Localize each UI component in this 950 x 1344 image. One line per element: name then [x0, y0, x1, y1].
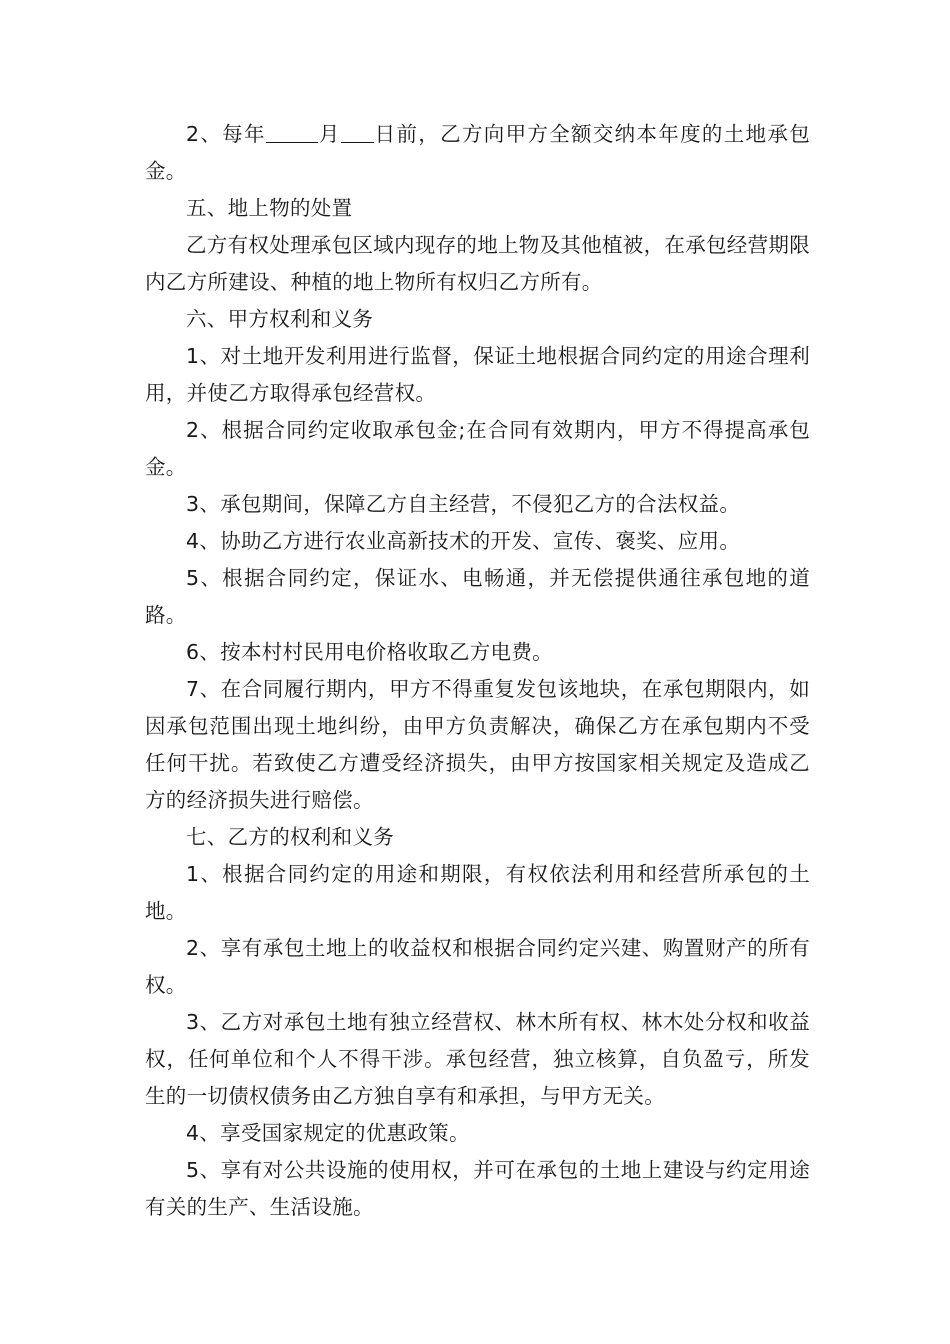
paragraph: 3、承包期间，保障乙方自主经营，不侵犯乙方的合法权益。: [186, 492, 741, 516]
paragraph: 2、享有承包土地上的收益权和根据合同约定兴建、购置财产的所有权。: [145, 936, 810, 997]
day-blank: [341, 121, 374, 144]
paragraph: 7、在合同履行期内，甲方不得重复发包该地块，在承包期限内，如因承包范围出现土地纠纷，由甲方负责解决，确保乙方在承包期内不受任何干扰。若致使乙方遭受经济损失，由甲方按国家相关规定及造成乙方的经济损失进行赔偿。: [145, 677, 810, 812]
paragraph: 4、享受国家规定的优惠政策。: [186, 1121, 470, 1145]
paragraph: 5、根据合同约定，保证水、电畅通，并无偿提供通往承包地的道路。: [145, 566, 810, 627]
payment-date-month-label: 月: [317, 122, 341, 146]
paragraph: 1、根据合同约定的用途和期限，有权依法利用和经营所承包的土地。: [145, 862, 810, 923]
section-heading-5: 五、地上物的处置: [186, 196, 353, 220]
section-heading-6: 六、甲方权利和义务: [186, 307, 374, 331]
paragraph-payment-date: [145, 116, 810, 190]
paragraph: 乙方有权处理承包区域内现存的地上物及其他植被，在承包经营期限内乙方所建设、种植的地上物所有权归乙方所有。: [145, 233, 810, 294]
document-body: [145, 116, 810, 1226]
paragraph: 2、根据合同约定收取承包金;在合同有效期内，甲方不得提高承包金。: [145, 418, 810, 479]
section-heading-7: 七、乙方的权利和义务: [186, 825, 394, 849]
payment-date-prefix: 2、每年: [186, 122, 266, 146]
paragraph: 4、协助乙方进行农业高新技术的开发、宣传、褒奖、应用。: [186, 529, 741, 553]
paragraph: 3、乙方对承包土地有独立经营权、林木所有权、林木处分权和收益权，任何单位和个人不得干涉。承包经营，独立核算，自负盈亏，所发生的一切债权债务由乙方独自享有和承担，与甲方无关。: [145, 1010, 810, 1108]
month-blank: [266, 121, 318, 144]
payment-date-suffix: 日前，乙方向甲方全额交纳本年度的土地承包金。: [145, 122, 810, 183]
paragraph: 1、对土地开发利用进行监督，保证土地根据合同约定的用途合理利用，并使乙方取得承包经营权。: [145, 344, 810, 405]
paragraph: 6、按本村村民用电价格收取乙方电费。: [186, 640, 553, 664]
paragraph: 5、享有对公共设施的使用权，并可在承包的土地上建设与约定用途有关的生产、生活设施。: [145, 1158, 810, 1219]
